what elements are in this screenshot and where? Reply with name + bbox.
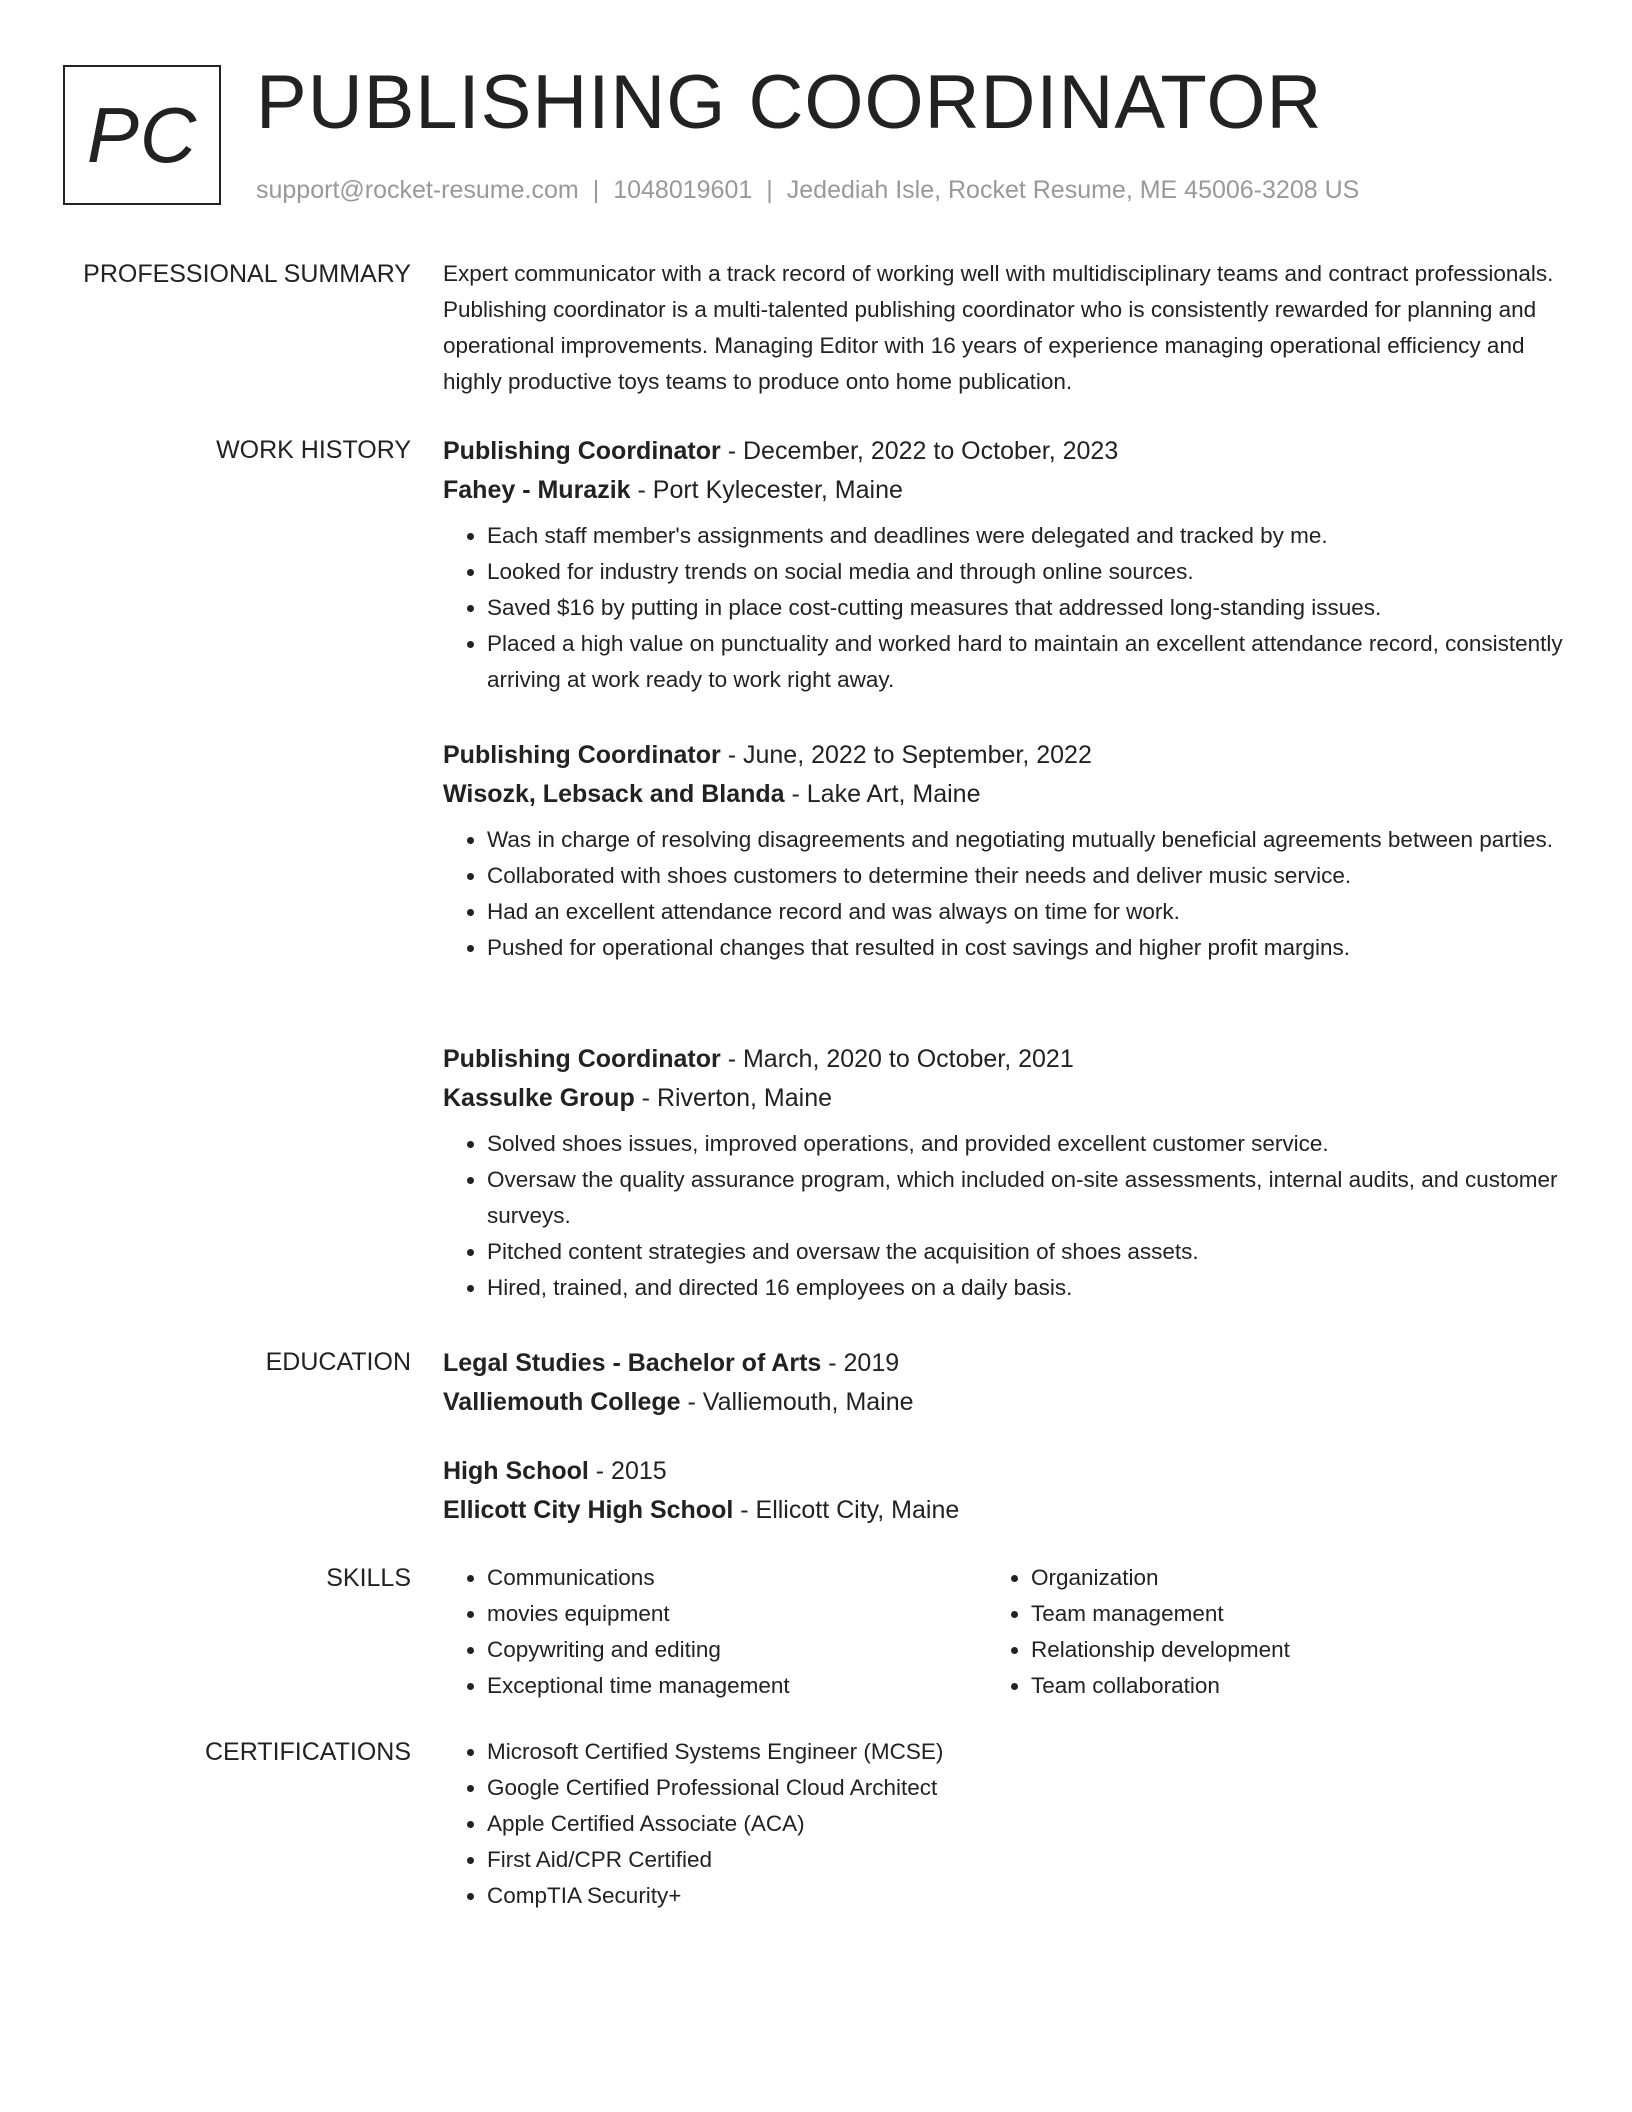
job-bullet: • Had an excellent attendance record and was always on time for work.	[487, 894, 1563, 930]
job-bullet: • Hired, trained, and directed 16 employees on a daily basis.	[487, 1270, 1563, 1306]
skill-item: • Team management	[1031, 1596, 1290, 1632]
job-entry	[443, 432, 1563, 698]
job-company: Fahey - Murazik	[443, 476, 631, 504]
summary-text: Expert communicator with a track record of working well with multidisciplinary teams and contract professionals. Publishing coordinator is a multi-talented publishing coordinator who is consistently rewarded for planning and operational improvements. Managing Editor with 16 years of experience managing operational efficiency and highly productive toys teams to produce onto home publication.	[443, 261, 1554, 394]
job-title-line	[443, 736, 1563, 775]
resume-title: PUBLISHING COORDINATOR	[256, 60, 1323, 145]
skill-item: • movies equipment	[487, 1596, 790, 1632]
job-location: - Port Kylecester, Maine	[630, 476, 903, 504]
job-bullet: • Each staff member's assignments and deadlines were delegated and tracked by me.	[487, 518, 1563, 554]
skill-item: • Communications	[487, 1560, 790, 1596]
education-school: Ellicott City High School	[443, 1496, 734, 1524]
education-school: Valliemouth College	[443, 1388, 681, 1416]
job-bullet: • Was in charge of resolving disagreements and negotiating mutually beneficial agreements between parties.	[487, 822, 1563, 858]
job-title-line	[443, 432, 1563, 471]
job-location: - Lake Art, Maine	[784, 780, 981, 808]
education-location: - Ellicott City, Maine	[733, 1496, 960, 1524]
job-bullet: • Pushed for operational changes that resulted in cost savings and higher profit margins.	[487, 930, 1563, 966]
job-dates: - June, 2022 to September, 2022	[720, 741, 1092, 769]
contact-email[interactable]: support@rocket-resume.com	[256, 176, 579, 204]
job-company-line	[443, 1079, 1563, 1118]
job-title: Publishing Coordinator	[443, 437, 721, 465]
section-label: CERTIFICATIONS	[204, 1738, 411, 1766]
job-bullets	[443, 1126, 1563, 1306]
job-location: - Riverton, Maine	[634, 1084, 833, 1112]
job-entry	[443, 1040, 1563, 1306]
job-company: Wisozk, Lebsack and Blanda	[443, 780, 785, 808]
education-entry	[443, 1344, 914, 1422]
certifications-list	[443, 1734, 1563, 1914]
section-label: PROFESSIONAL SUMMARY	[83, 260, 411, 288]
contact-phone[interactable]: 1048019601	[613, 176, 753, 204]
certification-item: • Apple Certified Associate (ACA)	[487, 1806, 1563, 1842]
skill-item: • Exceptional time management	[487, 1668, 790, 1704]
education-year: - 2019	[821, 1349, 900, 1377]
job-bullets	[443, 518, 1563, 698]
skills-list	[987, 1560, 1290, 1704]
job-company: Kassulke Group	[443, 1084, 635, 1112]
education-school-line	[443, 1491, 959, 1530]
job-company-line	[443, 775, 1563, 814]
monogram-initials: PC	[86, 90, 198, 179]
contact-separator: |	[592, 176, 600, 204]
section-label: SKILLS	[326, 1564, 411, 1592]
job-bullet: • Solved shoes issues, improved operations, and provided excellent customer service.	[487, 1126, 1563, 1162]
job-title: Publishing Coordinator	[443, 741, 721, 769]
job-bullet: • Looked for industry trends on social media and through online sources.	[487, 554, 1563, 590]
education-degree: Legal Studies - Bachelor of Arts	[443, 1349, 822, 1377]
education-school-line	[443, 1383, 914, 1422]
contact-address: Jedediah Isle, Rocket Resume, ME 45006-3208 US	[786, 176, 1360, 204]
skill-item: • Copywriting and editing	[487, 1632, 790, 1668]
education-entry	[443, 1452, 959, 1530]
certification-item: • First Aid/CPR Certified	[487, 1842, 1563, 1878]
section-label: WORK HISTORY	[216, 436, 411, 464]
certification-item: • CompTIA Security+	[487, 1878, 1563, 1914]
job-dates: - December, 2022 to October, 2023	[720, 437, 1119, 465]
job-bullet: • Collaborated with shoes customers to determine their needs and deliver music service.	[487, 858, 1563, 894]
skill-item: • Relationship development	[1031, 1632, 1290, 1668]
contact-line	[256, 172, 1359, 208]
job-dates: - March, 2020 to October, 2021	[720, 1045, 1074, 1073]
job-bullet: • Saved $16 by putting in place cost-cutting measures that addressed long-standing issues.	[487, 590, 1563, 626]
job-title-line	[443, 1040, 1563, 1079]
skill-item: • Organization	[1031, 1560, 1290, 1596]
certification-item: • Google Certified Professional Cloud Architect	[487, 1770, 1563, 1806]
job-entry	[443, 736, 1563, 966]
education-degree-line	[443, 1452, 959, 1491]
job-title: Publishing Coordinator	[443, 1045, 721, 1073]
certification-item: • Microsoft Certified Systems Engineer (MCSE)	[487, 1734, 1563, 1770]
job-bullet: • Oversaw the quality assurance program, which included on-site assessments, internal audits, and customer surveys.	[487, 1162, 1563, 1234]
skill-item: • Team collaboration	[1031, 1668, 1290, 1704]
education-location: - Valliemouth, Maine	[680, 1388, 914, 1416]
education-degree: High School	[443, 1457, 589, 1485]
job-bullets	[443, 822, 1563, 966]
education-degree-line	[443, 1344, 914, 1383]
section-label: EDUCATION	[265, 1348, 411, 1376]
education-year: - 2015	[588, 1457, 667, 1485]
job-bullet: • Placed a high value on punctuality and worked hard to maintain an excellent attendance record, consistently arriving at work ready to work right away.	[487, 626, 1563, 698]
skills-list	[443, 1560, 790, 1704]
contact-separator: |	[766, 176, 773, 204]
job-bullet: • Pitched content strategies and oversaw the acquisition of shoes assets.	[487, 1234, 1563, 1270]
monogram-badge	[63, 65, 221, 205]
job-company-line	[443, 471, 1563, 510]
